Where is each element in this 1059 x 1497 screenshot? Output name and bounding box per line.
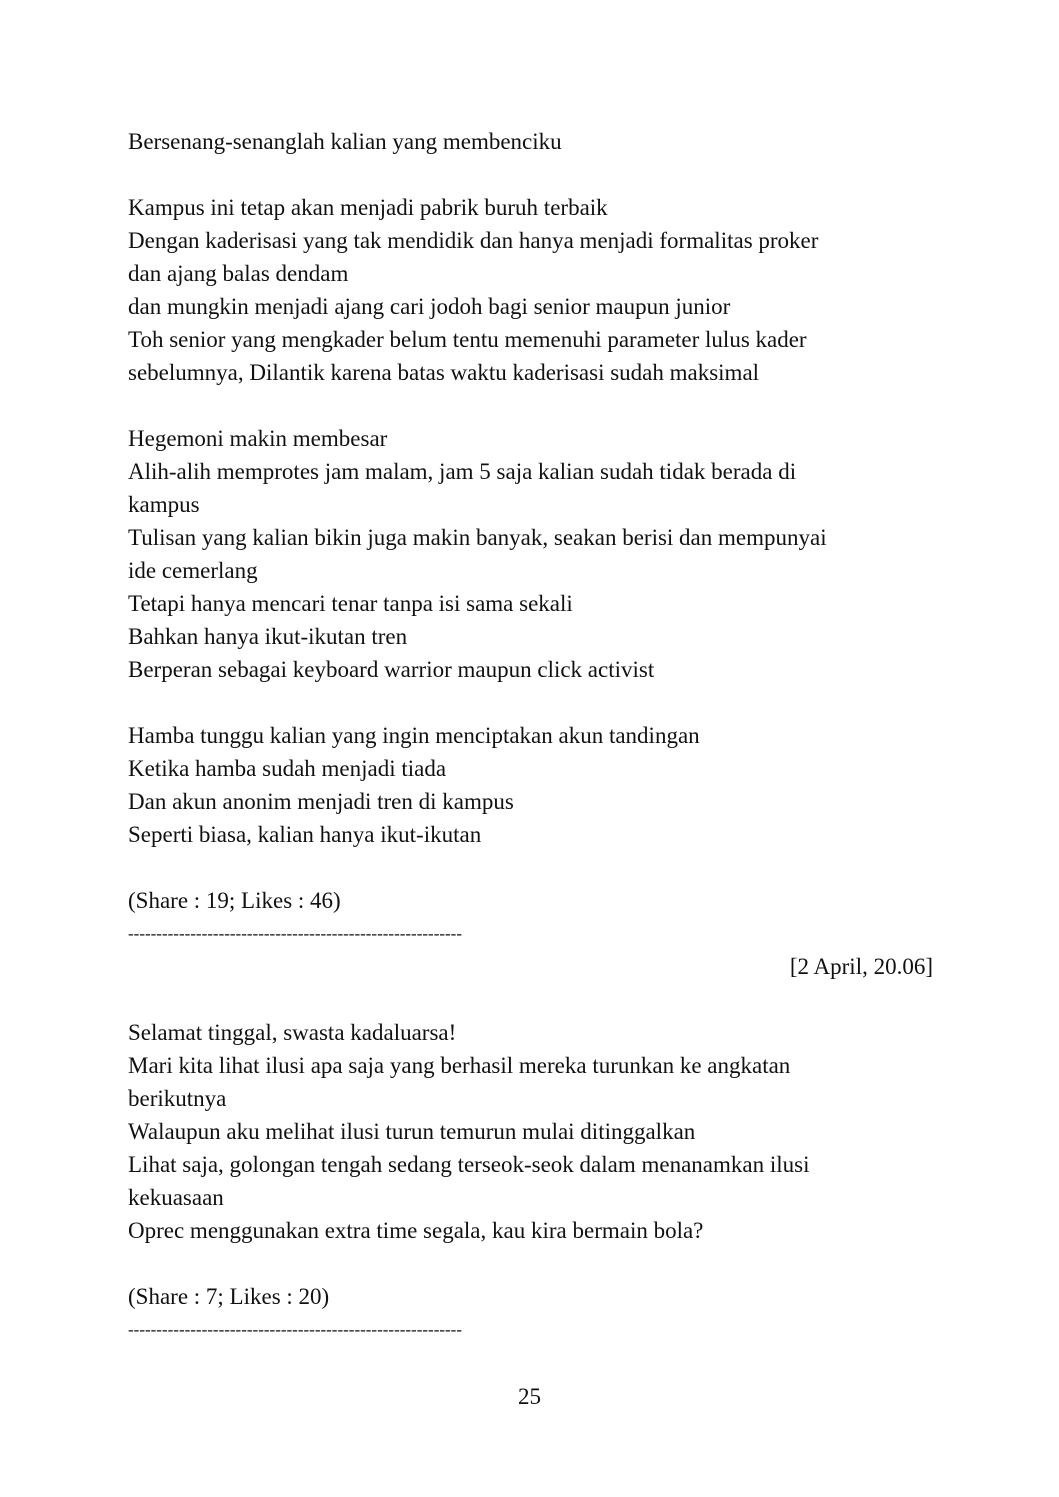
text-line: Hamba tunggu kalian yang ingin menciptakan akun tandingan	[128, 723, 700, 748]
paragraph-gap	[128, 389, 933, 422]
paragraph-3	[128, 422, 933, 686]
post-date: [2 April, 20.06]	[789, 954, 933, 979]
paragraph-gap	[128, 1247, 933, 1280]
text-line: Tetapi hanya mencari tenar tanpa isi sama sekali	[128, 591, 573, 616]
text-line: Dan akun anonim menjadi tren di kampus	[128, 789, 514, 814]
document-page	[128, 125, 933, 1346]
text-line: dan mungkin menjadi ajang cari jodoh bagi senior maupun junior	[128, 294, 731, 319]
paragraph-gap	[128, 983, 933, 1016]
paragraph-gap	[128, 686, 933, 719]
text-line: ide cemerlang	[128, 558, 258, 583]
text-line: Ketika hamba sudah menjadi tiada	[128, 756, 447, 781]
text-line: Toh senior yang mengkader belum tentu memenuhi parameter lulus kader	[128, 327, 807, 352]
text-line: berikutnya	[128, 1086, 227, 1111]
paragraph-gap	[128, 851, 933, 884]
page-number: 25	[518, 1384, 541, 1409]
text-line: Lihat saja, golongan tengah sedang terseok-seok dalam menanamkan ilusi	[128, 1152, 810, 1177]
paragraph-1	[128, 125, 933, 158]
post-body	[128, 1016, 933, 1247]
text-line: Bahkan hanya ikut-ikutan tren	[128, 624, 408, 649]
paragraph-2	[128, 191, 933, 389]
paragraph-4	[128, 719, 933, 851]
post-stats: (Share : 19; Likes : 46)	[128, 888, 341, 913]
separator-line: -----------------------------------------------------------	[128, 1320, 463, 1339]
text-line: Hegemoni makin membesar	[128, 426, 388, 451]
text-line: Walaupun aku melihat ilusi turun temurun mulai ditinggalkan	[128, 1119, 696, 1144]
text-line: sebelumnya, Dilantik karena batas waktu kaderisasi sudah maksimal	[128, 360, 760, 385]
text-line: Kampus ini tetap akan menjadi pabrik buruh terbaik	[128, 195, 608, 220]
post-stats: (Share : 7; Likes : 20)	[128, 1284, 330, 1309]
text-line: Berperan sebagai keyboard warrior maupun click activist	[128, 657, 655, 682]
text-line: Alih-alih memprotes jam malam, jam 5 saja kalian sudah tidak berada di	[128, 459, 797, 484]
text-line: Oprec menggunakan extra time segala, kau kira bermain bola?	[128, 1218, 704, 1243]
text-line: Bersenang-senanglah kalian yang membenciku	[128, 129, 562, 154]
text-line: kekuasaan	[128, 1185, 224, 1210]
text-line: Mari kita lihat ilusi apa saja yang berhasil mereka turunkan ke angkatan	[128, 1053, 791, 1078]
text-line: Seperti biasa, kalian hanya ikut-ikutan	[128, 822, 482, 847]
text-line: Dengan kaderisasi yang tak mendidik dan hanya menjadi formalitas proker	[128, 228, 819, 253]
text-line: Selamat tinggal, swasta kadaluarsa!	[128, 1020, 457, 1045]
text-line: Tulisan yang kalian bikin juga makin banyak, seakan berisi dan mempunyai	[128, 525, 827, 550]
text-line: kampus	[128, 492, 200, 517]
text-line: dan ajang balas dendam	[128, 261, 349, 286]
paragraph-gap	[128, 158, 933, 191]
separator-line: -----------------------------------------------------------	[128, 924, 463, 943]
